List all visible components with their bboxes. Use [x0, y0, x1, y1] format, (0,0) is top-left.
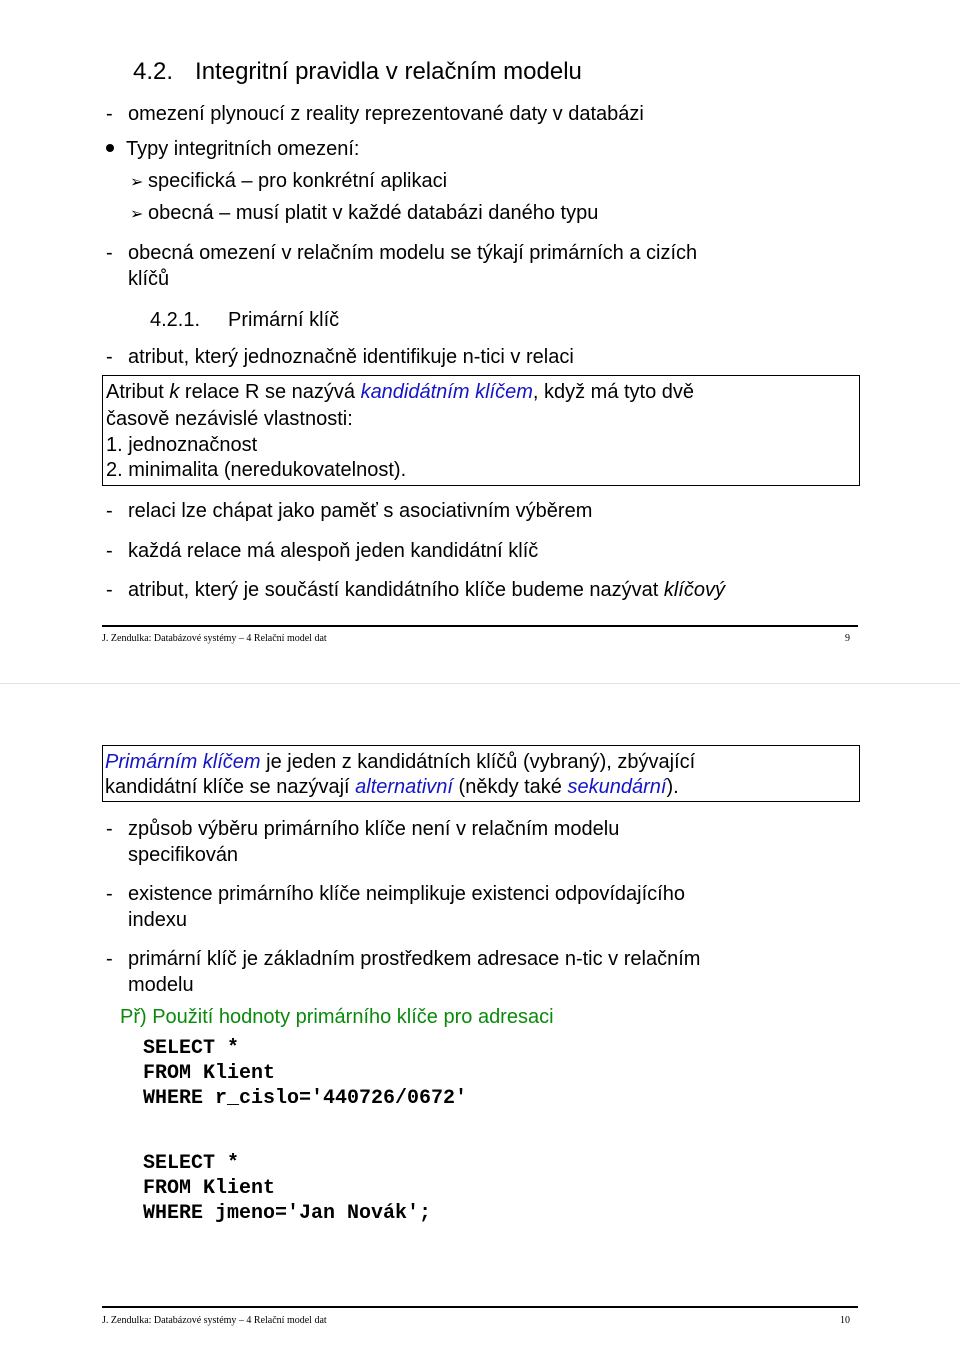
item-text: atribut, který jednoznačně identifikuje n-tici v relaci [128, 346, 574, 368]
definition-term: Primárním klíčem [105, 751, 261, 773]
definition-line [106, 433, 257, 457]
page-separator [0, 683, 960, 684]
sql-line: SELECT * [143, 1037, 240, 1060]
definition-line [105, 775, 679, 799]
definition-term: sekundární [567, 776, 667, 798]
footer-left: J. Zendulka: Databázové systémy – 4 Relační model dat [102, 1315, 327, 1326]
item-text: indexu [128, 909, 187, 931]
example-heading: Př) Použití hodnoty primárního klíče pro adresaci [120, 1006, 554, 1028]
definition-var: k [169, 381, 180, 403]
dash: - [106, 500, 113, 522]
item-term: klíčový [663, 579, 725, 601]
footer-rule [102, 1306, 858, 1308]
sub-list-item [130, 201, 598, 227]
list-item [106, 345, 574, 369]
dash: - [106, 540, 113, 562]
item-text: modelu [128, 974, 194, 996]
dash: - [106, 242, 113, 264]
heading-text: Integritní pravidla v relačním modelu [195, 58, 582, 85]
sql-line: WHERE r_cislo='440726/0672' [143, 1087, 468, 1110]
list-item [106, 817, 619, 841]
item-text: – pro konkrétní aplikaci [235, 170, 448, 192]
sql-line: FROM Klient [143, 1177, 276, 1200]
list-item-continuation [128, 973, 194, 997]
page-number: 10 [840, 1315, 850, 1326]
footer-left: J. Zendulka: Databázové systémy – 4 Relační model dat [102, 633, 327, 644]
dash: - [106, 103, 113, 125]
definition-line [105, 750, 695, 774]
item-term: obecná [148, 202, 214, 224]
item-text: obecná omezení v relačním modelu se týkají primárních a cizích [128, 242, 698, 264]
arrow-right-icon: ➢ [130, 206, 144, 223]
list-item-continuation [128, 267, 169, 291]
definition-line [106, 458, 406, 482]
item-text: specifikován [128, 844, 239, 866]
item-text: každá relace má alespoň jeden kandidátní klíč [128, 540, 539, 562]
list-item [106, 137, 359, 161]
item-text: Typy integritních omezení: [126, 138, 360, 160]
item-text: primární klíč je základním prostředkem adresace n-tic v relačním [128, 948, 701, 970]
list-item-continuation [128, 908, 187, 932]
definition-text: kandidátní klíče se nazývají [105, 776, 356, 798]
definition-line [106, 407, 353, 431]
dash: - [106, 579, 113, 601]
item-text: relaci lze chápat jako paměť s asociativním výběrem [128, 500, 593, 522]
heading-number: 4.2. [133, 58, 174, 85]
list-item [106, 499, 592, 523]
definition-text: 1. jednoznačnost [106, 434, 258, 456]
item-text: klíčů [128, 268, 170, 290]
item-text: – musí platit v každé databázi daného typu [213, 202, 599, 224]
arrow-right-icon: ➢ [130, 174, 144, 191]
dash: - [106, 883, 113, 905]
page-number: 9 [845, 633, 850, 644]
definition-text: , když má tyto dvě [532, 381, 695, 403]
list-item [106, 947, 700, 971]
definition-text: je jeden z kandidátních klíčů (vybraný), zbývající [260, 751, 696, 773]
definition-line [106, 380, 694, 404]
section-heading [133, 58, 582, 86]
definition-text: časově nezávislé vlastnosti: [106, 408, 353, 430]
subsection-number: 4.2.1. [150, 309, 201, 331]
dash: - [106, 346, 113, 368]
definition-text: (někdy také [452, 776, 568, 798]
sub-list-item [130, 169, 447, 195]
definition-text: Atribut [106, 381, 170, 403]
item-text: existence primárního klíče neimplikuje existenci odpovídajícího [128, 883, 685, 905]
list-item-continuation [128, 843, 238, 867]
definition-text: 2. minimalita (neredukovatelnost). [106, 459, 407, 481]
list-item [106, 102, 644, 126]
list-item [106, 539, 538, 563]
bullet-icon [106, 144, 114, 152]
item-text: atribut, který je součástí kandidátního klíče budeme nazývat [128, 579, 664, 601]
item-term: specifická [148, 170, 236, 192]
sql-line: SELECT * [143, 1152, 240, 1175]
definition-term: kandidátním klíčem [360, 381, 533, 403]
sql-line: FROM Klient [143, 1062, 276, 1085]
list-item [106, 241, 697, 265]
subsection-heading [150, 308, 339, 332]
definition-text: ). [666, 776, 679, 798]
footer-rule [102, 625, 858, 627]
subsection-text: Primární klíč [228, 309, 340, 331]
sql-line: WHERE jmeno='Jan Novák'; [143, 1202, 432, 1225]
list-item [106, 578, 725, 602]
list-item [106, 882, 685, 906]
definition-term: alternativní [355, 776, 453, 798]
dash: - [106, 948, 113, 970]
item-text: omezení plynoucí z reality reprezentované daty v databázi [128, 103, 644, 125]
item-text: způsob výběru primárního klíče není v relačním modelu [128, 818, 620, 840]
definition-text: relace R se nazývá [179, 381, 361, 403]
dash: - [106, 818, 113, 840]
